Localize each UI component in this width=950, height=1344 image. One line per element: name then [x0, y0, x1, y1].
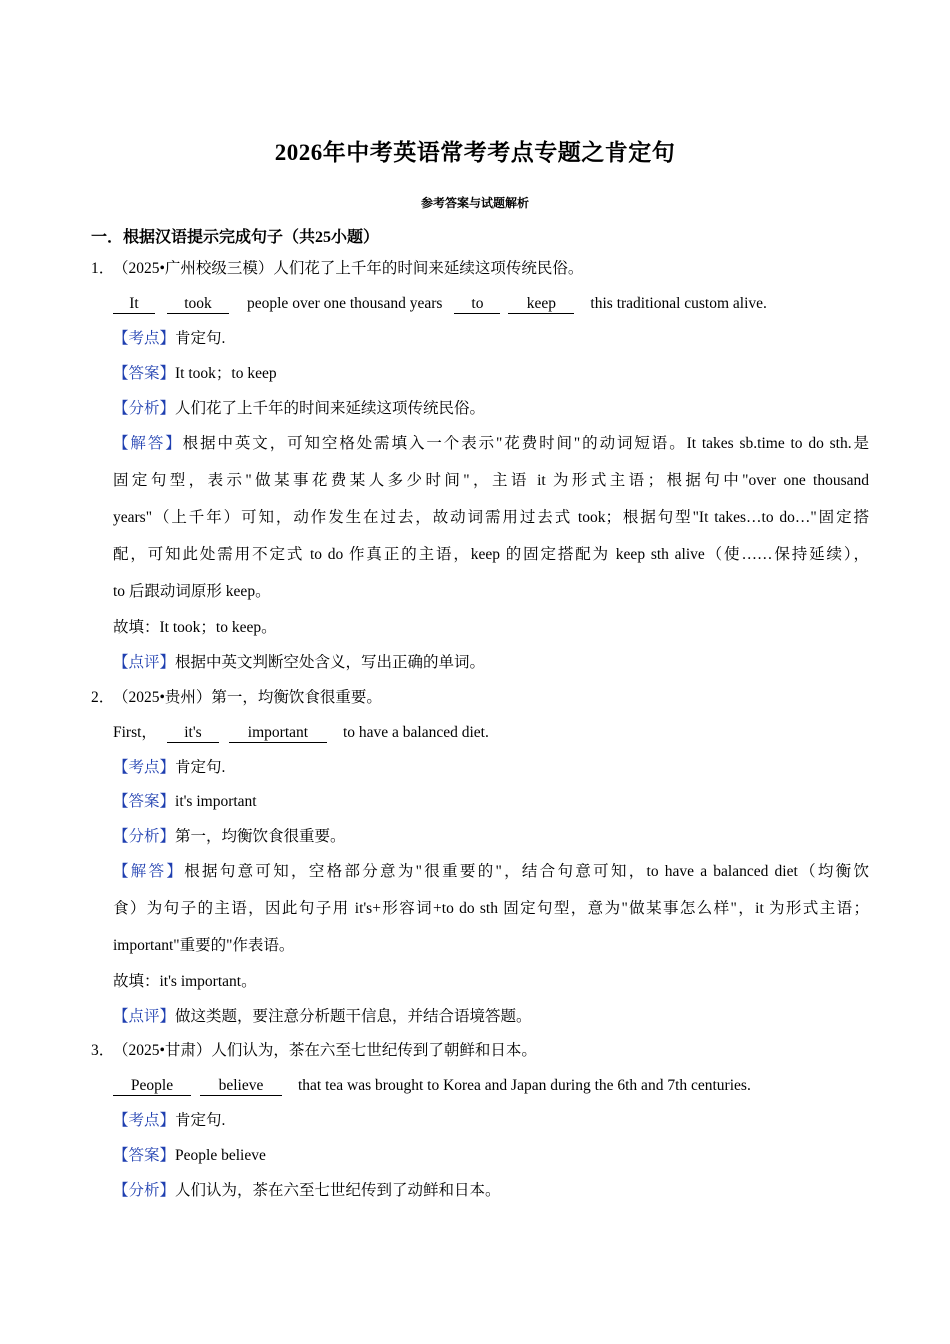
fenxi-text: 人们花了上千年的时间来延续这项传统民俗。 [175, 400, 486, 417]
sentence-text: this traditional custom alive. [590, 295, 767, 312]
answer-blank[interactable]: It [113, 295, 155, 314]
q2-jieda-line-1 [113, 861, 869, 883]
question-text: （2025•广州校级三模）人们花了上千年的时间来延续这项传统民俗。 [113, 260, 584, 277]
answer-blank[interactable]: believe [200, 1077, 282, 1096]
answer-blank[interactable]: to [454, 295, 500, 314]
page-title: 2026年中考英语常考考点专题之肯定句 [274, 140, 676, 165]
question-number: 1． [91, 260, 115, 277]
dianping-text: 做这类题，要注意分析题干信息，并结合语境答题。 [175, 1008, 532, 1025]
daan-text: it's important [175, 793, 257, 810]
question-2-sentence [113, 722, 489, 744]
tag-daan: 【答案】 [113, 793, 176, 810]
tag-jieda: 【解答】 [113, 435, 183, 452]
question-3-sentence [113, 1075, 751, 1097]
question-2-stem [91, 687, 382, 709]
q1-jieda-line-1 [113, 433, 869, 455]
question-text: （2025•甘肃）人们认为，茶在六至七世纪传到了朝鲜和日本。 [113, 1042, 537, 1059]
q2-answer-fill: 故填：it's important。 [113, 973, 257, 990]
q2-kaodian [113, 757, 225, 779]
q1-jieda-line-2: 固定句型，表示"做某事花费某人多少时间"，主语 it 为形式主语；根据句中"over one thousand [113, 472, 869, 489]
q1-kaodian [113, 328, 225, 350]
tag-jieda: 【解答】 [113, 863, 185, 880]
section-heading: 一．根据汉语提示完成句子（共25小题） [91, 229, 380, 246]
sentence-text: people over one thousand years [247, 295, 443, 312]
tag-fenxi: 【分析】 [113, 400, 176, 417]
q1-jieda-line-4: 配，可知此处需用不定式 to do 作真正的主语，keep 的固定搭配为 keep sth alive（使……保持延续）， [113, 546, 869, 563]
question-number: 3． [91, 1042, 115, 1059]
page-subtitle: 参考答案与试题解析 [420, 196, 529, 210]
jieda-text: 根据句意可知，空格部分意为"很重要的"，结合句意可知，to have a balanced diet（均衡饮 [184, 863, 869, 880]
sentence-text: First， [113, 724, 157, 741]
tag-daan: 【答案】 [113, 1147, 176, 1164]
q1-jieda-line-5: to 后跟动词原形 keep。 [113, 583, 271, 600]
q3-daan [113, 1145, 266, 1167]
tag-dianping: 【点评】 [113, 1008, 176, 1025]
daan-text: It took；to keep [175, 365, 277, 382]
tag-fenxi: 【分析】 [113, 828, 176, 845]
answer-blank[interactable]: it's [167, 724, 219, 743]
tag-kaodian: 【考点】 [113, 759, 176, 776]
tag-kaodian: 【考点】 [113, 1112, 176, 1129]
kaodian-text: 肯定句. [175, 330, 226, 347]
fenxi-text: 人们认为，茶在六至七世纪传到了动鲜和日本。 [175, 1182, 501, 1199]
kaodian-text: 肯定句. [175, 759, 226, 776]
tag-fenxi: 【分析】 [113, 1182, 176, 1199]
answer-blank[interactable]: People [113, 1077, 191, 1096]
q2-daan [113, 791, 257, 813]
q3-fenxi [113, 1180, 501, 1202]
question-number: 2． [91, 689, 115, 706]
q1-jieda-line-3: years"（上千年）可知，动作发生在过去，故动词需用过去式 took；根据句型"It takes…to do…"固定搭 [113, 509, 869, 526]
q2-fenxi [113, 826, 346, 848]
q3-kaodian [113, 1110, 225, 1132]
fenxi-text: 第一，均衡饮食很重要。 [175, 828, 346, 845]
question-1-sentence [113, 293, 767, 315]
q1-fenxi [113, 398, 485, 420]
q1-daan [113, 363, 277, 385]
q1-dianping [113, 652, 485, 674]
answer-blank[interactable]: took [167, 295, 229, 314]
q2-jieda-line-3: important"重要的"作表语。 [113, 937, 295, 954]
kaodian-text: 肯定句. [175, 1112, 226, 1129]
answer-blank[interactable]: keep [508, 295, 574, 314]
q2-dianping [113, 1006, 532, 1028]
q1-answer-fill: 故填：It took；to keep。 [113, 619, 277, 636]
daan-text: People believe [175, 1147, 266, 1164]
q2-jieda-line-2: 食）为句子的主语，因此句子用 it's+形容词+to do sth 固定句型，意为"做某事怎么样"，it 为形式主语； [113, 900, 869, 917]
question-text: （2025•贵州）第一，均衡饮食很重要。 [113, 689, 382, 706]
tag-kaodian: 【考点】 [113, 330, 176, 347]
sentence-text: to have a balanced diet. [342, 724, 489, 741]
tag-dianping: 【点评】 [113, 654, 176, 671]
sentence-text: that tea was brought to Korea and Japan during the 6th and 7th centuries. [298, 1077, 751, 1094]
question-1-stem [91, 258, 583, 280]
answer-blank[interactable]: important [229, 724, 327, 743]
tag-daan: 【答案】 [113, 365, 176, 382]
dianping-text: 根据中英文判断空处含义，写出正确的单词。 [175, 654, 486, 671]
jieda-text: 根据中英文，可知空格处需填入一个表示"花费时间"的动词短语。It takes sb.time to do sth.是 [182, 435, 869, 452]
question-3-stem [91, 1040, 537, 1062]
